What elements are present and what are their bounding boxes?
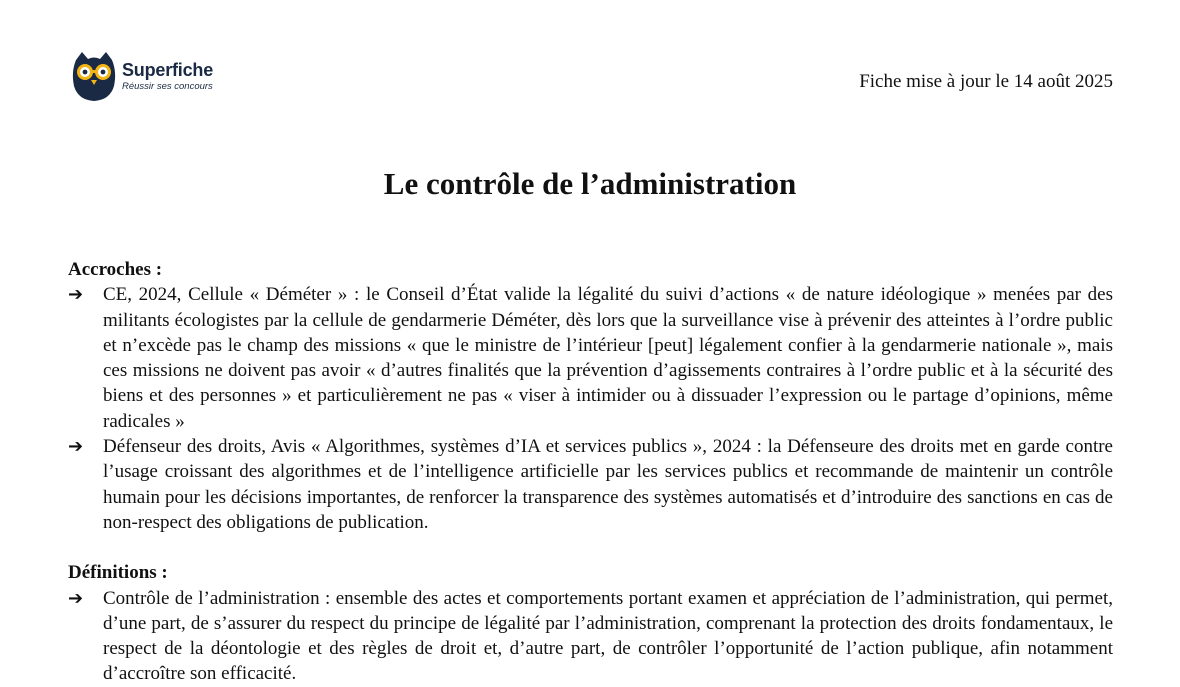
arrow-right-icon: ➔ <box>68 284 84 306</box>
arrow-right-icon: ➔ <box>68 587 84 609</box>
list-item <box>68 586 1113 687</box>
brand-logo <box>70 50 213 102</box>
owl-logo-icon <box>70 50 118 102</box>
accroches-list <box>68 282 1113 535</box>
section-heading-accroches: Accroches : <box>68 259 163 280</box>
document-body <box>68 257 1113 687</box>
list-item <box>68 434 1113 535</box>
list-item <box>68 282 1113 434</box>
list-item-text: Défenseur des droits, Avis « Algorithmes, systèmes d’IA et services publics », 2024 : la Défenseure des droits met en garde contre l’usage croissant des algorithmes et de l’intelligence artificielle par les services publics et recommande de maintenir un contrôle humain pour les décisions importantes, de renforcer la transparence des systèmes automatisés et d’introduire des sanctions en cas de non-respect des obligations de publication. <box>103 436 1113 533</box>
arrow-right-icon: ➔ <box>68 436 84 458</box>
list-item-text: CE, 2024, Cellule « Déméter » : le Conseil d’État valide la légalité du suivi d’actions « de nature idéologique » menées par des militants écologistes par la cellule de gendarmerie Déméter, dès lors que la surveillance vise à prévenir des atteintes à l’ordre public et n’excède pas le champ des missions « que le ministre de l’intérieur [peut] légalement confier à la gendarmerie nationale », mais ces missions ne doivent pas avoir « d’autres finalités que la prévention d’agissements contraires à l’ordre public et à la sécurité des biens et des personnes » et particulièrement ne pas « viser à intimider ou à dissuader l’expression ou le partage d’opinions, même radicales » <box>103 284 1113 432</box>
page-title: Le contrôle de l’administration <box>383 166 797 201</box>
definitions-list <box>68 586 1113 687</box>
list-item-text: Contrôle de l’administration : ensemble des actes et comportements portant examen et appréciation de l’administration, qui permet, d’une part, de s’assurer du respect du principe de légalité par l’administration, comprenant la protection des droits fondamentaux, le respect de la déontologie et des règles de droit et, d’autre part, de contrôler l’opportunité de l’action publique, afin notamment d’accroître son efficacité. <box>103 587 1113 685</box>
brand-name: Superfiche <box>122 60 214 80</box>
brand-tagline: Réussir ses concours <box>122 81 213 92</box>
update-date: Fiche mise à jour le 14 août 2025 <box>859 71 1113 92</box>
section-heading-definitions: Définitions : <box>68 562 168 584</box>
